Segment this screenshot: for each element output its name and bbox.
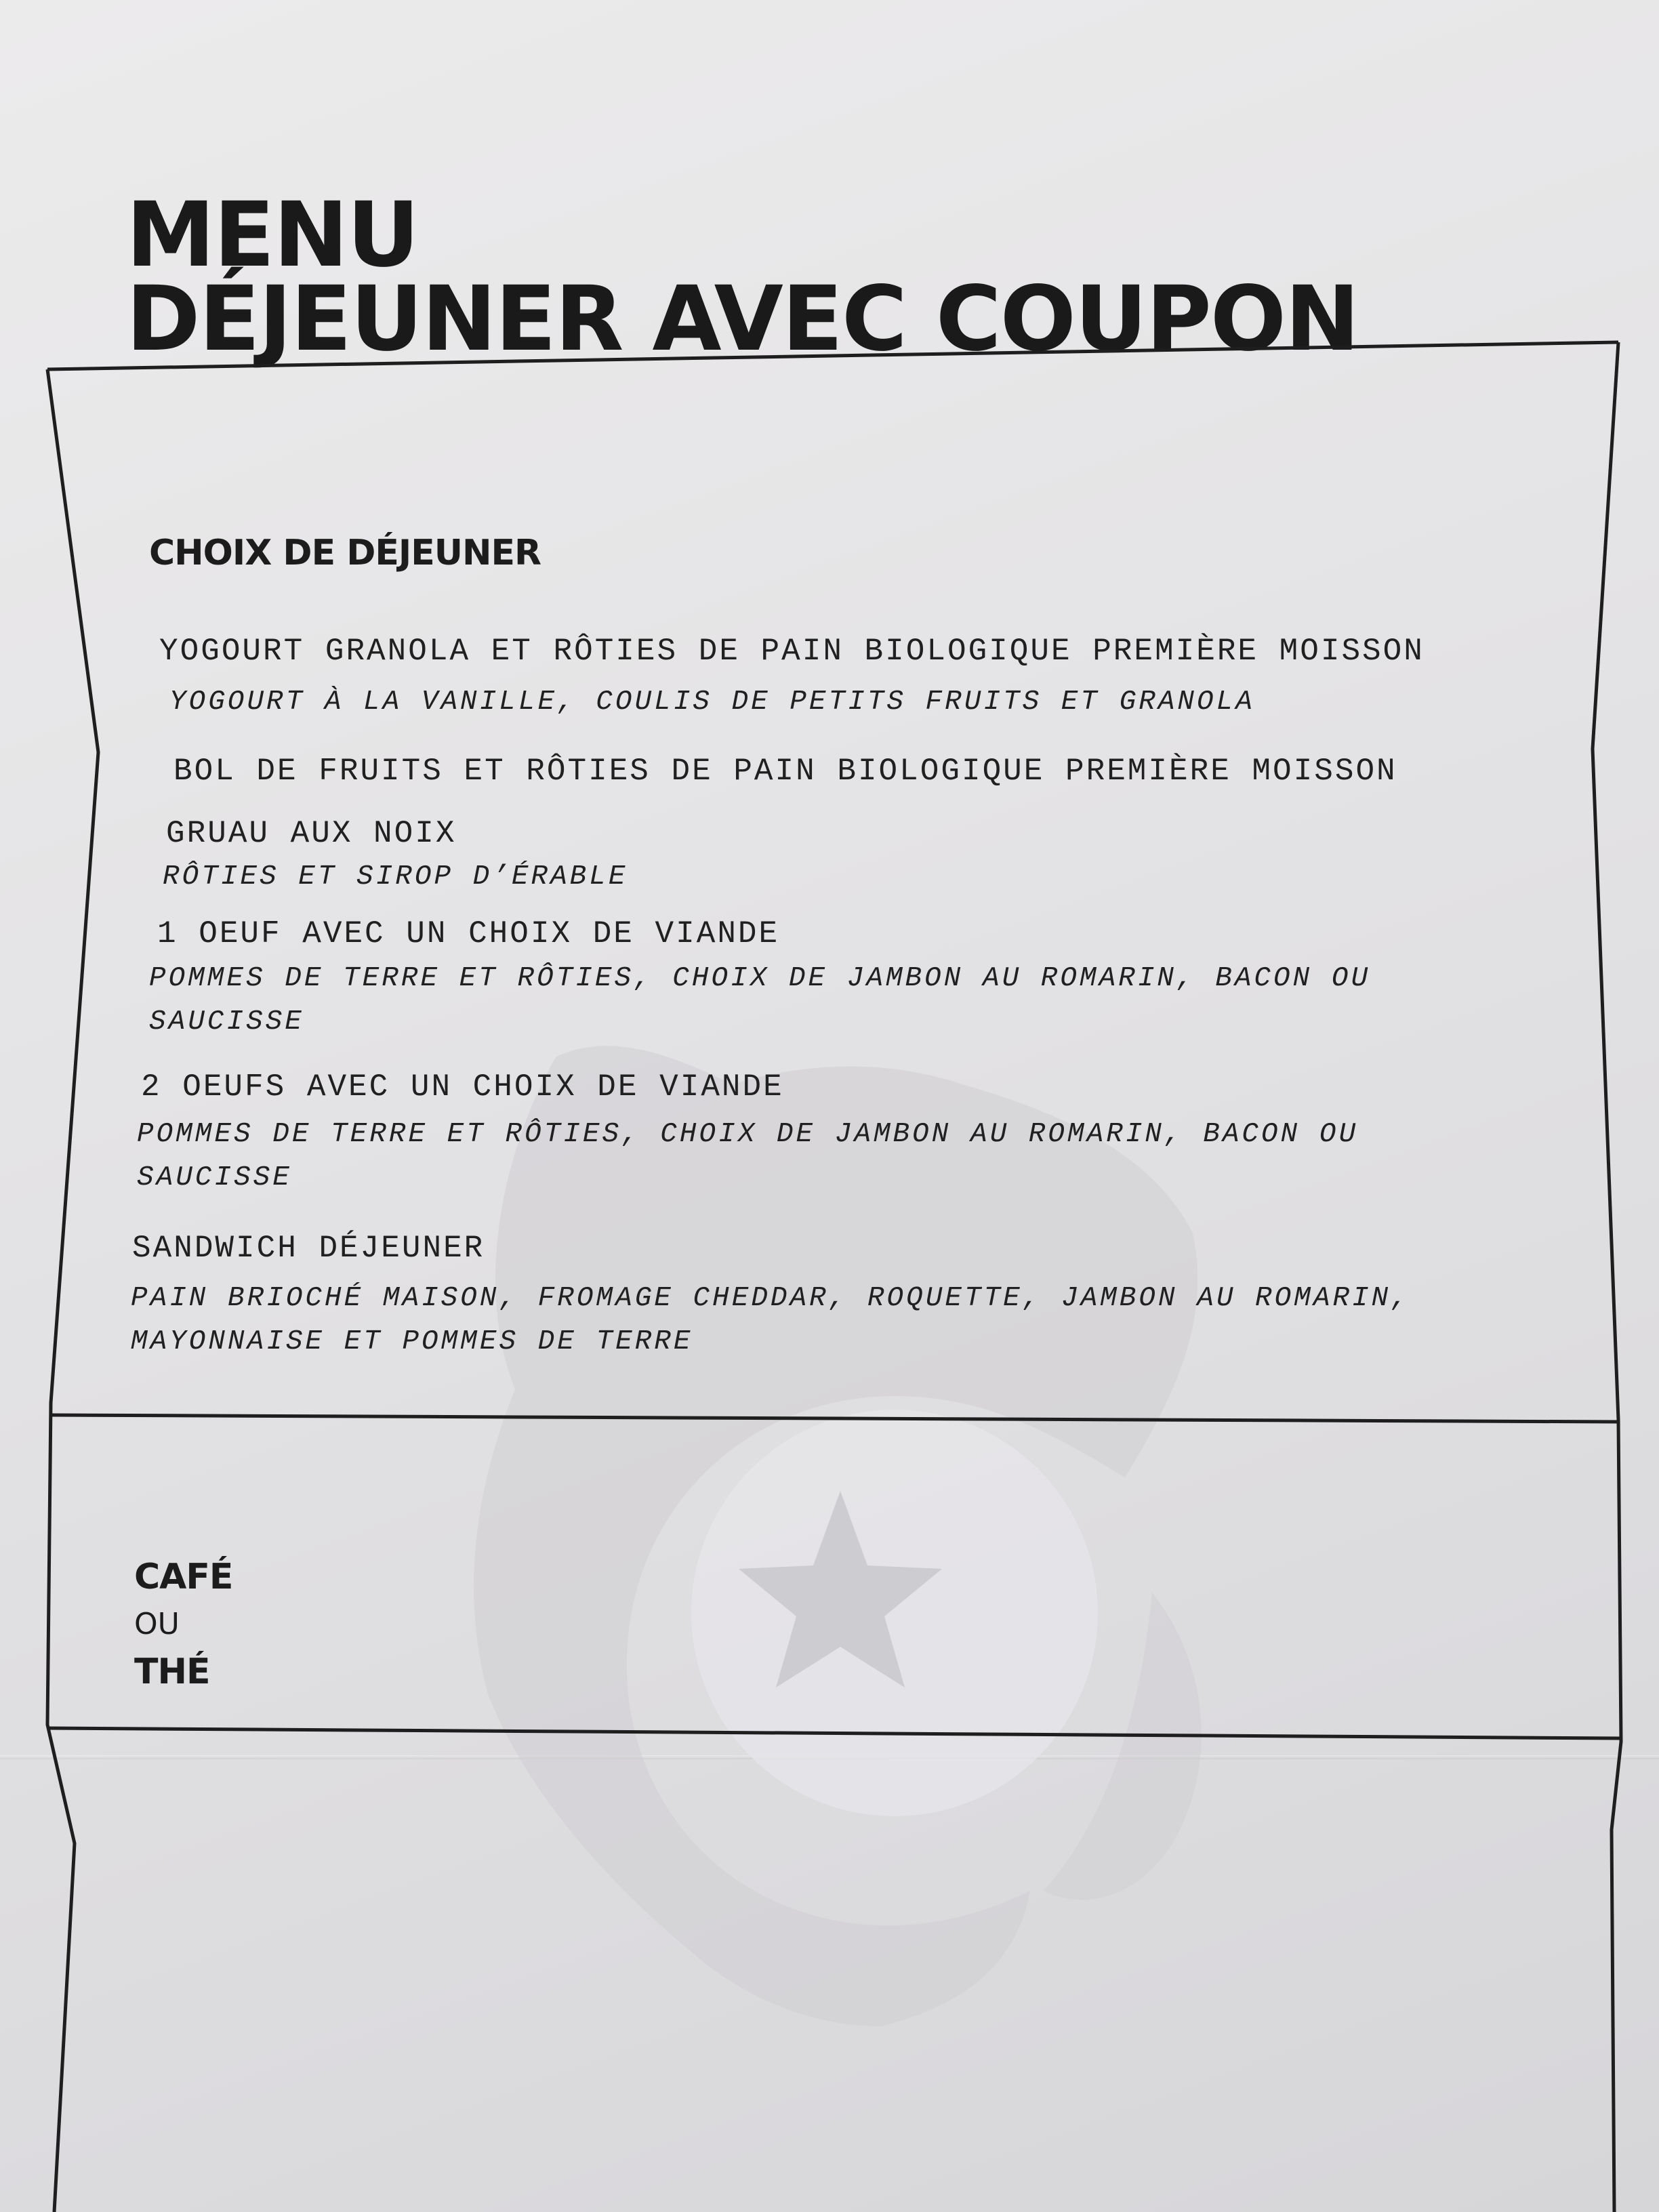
menu-item-name: YOGOURT GRANOLA ET RÔTIES DE PAIN BIOLOGIQUE PREMIÈRE MOISSON [159,634,1425,669]
menu-item-description [137,1113,1358,1200]
drink-coffee: CAFÉ [134,1557,233,1597]
section-heading-breakfast: CHOIX DE DÉJEUNER [149,533,541,573]
menu-item-description-line: PAIN BRIOCHÉ MAISON, FROMAGE CHEDDAR, ROQUETTE, JAMBON AU ROMARIN, [131,1283,1410,1314]
menu-item-name: SANDWICH DÉJEUNER [132,1231,485,1266]
menu-item-description-line: POMMES DE TERRE ET RÔTIES, CHOIX DE JAMBON AU ROMARIN, BACON OU [137,1119,1359,1150]
menu-item-description [169,680,1255,724]
menu-item-name: 1 OEUF AVEC UN CHOIX DE VIANDE [157,916,780,951]
menu-title-line2: DÉJEUNER AVEC COUPON [126,267,1359,371]
menu-item-name: GRUAU AUX NOIX [166,816,457,851]
menu-item-description-line: MAYONNAISE ET POMMES DE TERRE [131,1326,693,1357]
menu-item-name: BOL DE FRUITS ET RÔTIES DE PAIN BIOLOGIQUE PREMIÈRE MOISSON [173,754,1397,789]
menu-item-description-line: SAUCISSE [149,1006,304,1038]
drink-tea: THÉ [134,1652,210,1692]
menu-item-name: 2 OEUFS AVEC UN CHOIX DE VIANDE [141,1069,784,1105]
drink-or: OU [134,1607,180,1641]
menu-title-line1: MENU [126,183,419,287]
menu-item-description [163,855,628,899]
menu-item-description-line: POMMES DE TERRE ET RÔTIES, CHOIX DE JAMBON AU ROMARIN, BACON OU [149,963,1371,994]
menu-item-description-line: RÔTIES ET SIROP D’ÉRABLE [163,861,628,893]
drinks-section [134,1553,232,1696]
menu-item-description [131,1277,1410,1364]
menu-item-description-line: SAUCISSE [137,1162,292,1193]
menu-item-description [149,957,1370,1044]
menu-item-description-line: YOGOURT À LA VANILLE, COULIS DE PETITS FRUITS ET GRANOLA [169,687,1255,718]
